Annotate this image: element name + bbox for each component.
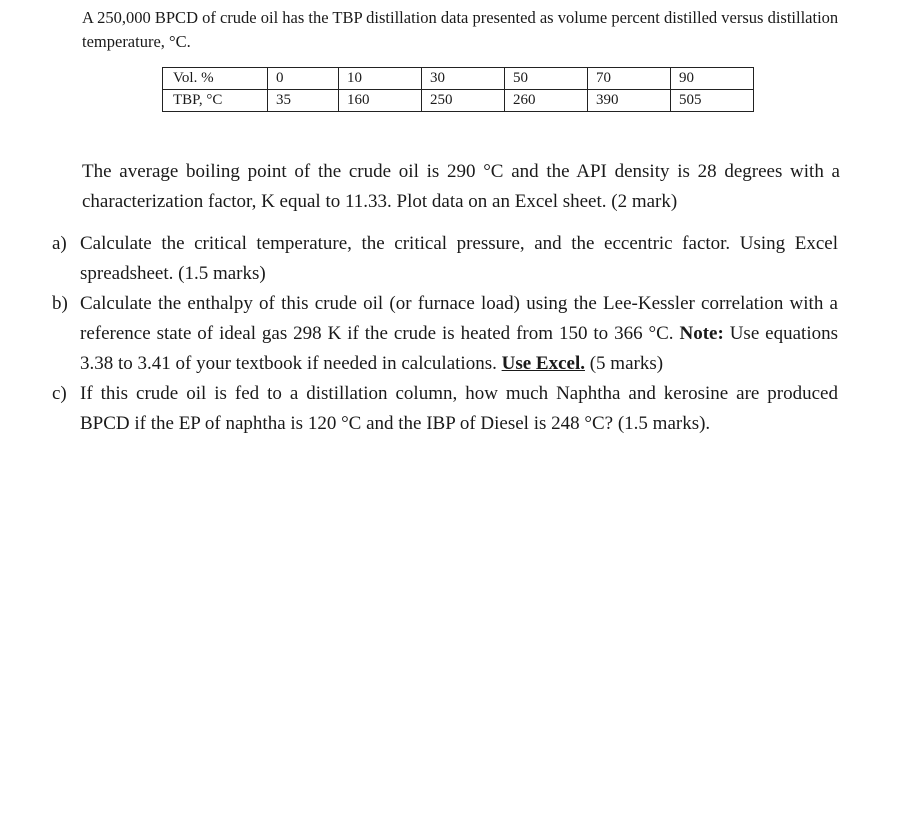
table-row-vol [163,68,754,90]
table-cell: 90 [671,68,754,90]
table-cell: 260 [505,90,588,112]
question-b-text-part2: Use equations 3.38 to 3.41 of your textbook if needed in calculations. [80,323,838,374]
intro-text: A 250,000 BPCD of crude oil has the TBP distillation data presented as volume percent distilled versus distillation temperature, °C. [82,8,839,51]
table-cell: 10 [339,68,422,90]
table-cell: 505 [671,90,754,112]
question-marker: a) [52,233,67,254]
question-c [52,379,838,439]
table-cell: 390 [588,90,671,112]
table-cell: 35 [268,90,339,112]
table-cell: 50 [505,68,588,90]
table-cell: 250 [422,90,505,112]
question-c-text: If this crude oil is fed to a distillation column, how much Naphtha and kerosine are produced BPCD if the EP of naphtha is 120 °C and the IBP of Diesel is 248 °C? (1.5 marks). [80,383,838,434]
table-cell: 70 [588,68,671,90]
row-label-vol: Vol. % [163,68,268,90]
question-list [52,229,838,439]
table-row-tbp [163,90,754,112]
question-a [52,229,838,289]
question-b-text-part1: Calculate the enthalpy of this crude oil (or furnace load) using the Lee-Kessler correlation with a reference state of ideal gas 298 K if the crude is heated from 150 to 366 °C. [80,293,838,344]
question-b [52,289,838,379]
problem-statement: The average boiling point of the crude oil is 290 °C and the API density is 28 degrees with a characterization factor, K equal to 11.33. Plot data on an Excel sheet. (2 mark) [82,161,840,212]
question-a-text: Calculate the critical temperature, the critical pressure, and the eccentric factor. Using Excel spreadsheet. (1.5 marks) [80,233,838,284]
table-cell: 30 [422,68,505,90]
question-marker: c) [52,383,67,404]
row-label-tbp: TBP, °C [163,90,268,112]
table-cell: 160 [339,90,422,112]
note-label: Note: [679,323,724,344]
question-b-text-part3: (5 marks) [584,353,664,374]
tbp-data-table [162,67,754,112]
question-marker: b) [52,293,68,314]
use-excel-label: Use Excel. [501,353,585,374]
table-cell: 0 [268,68,339,90]
